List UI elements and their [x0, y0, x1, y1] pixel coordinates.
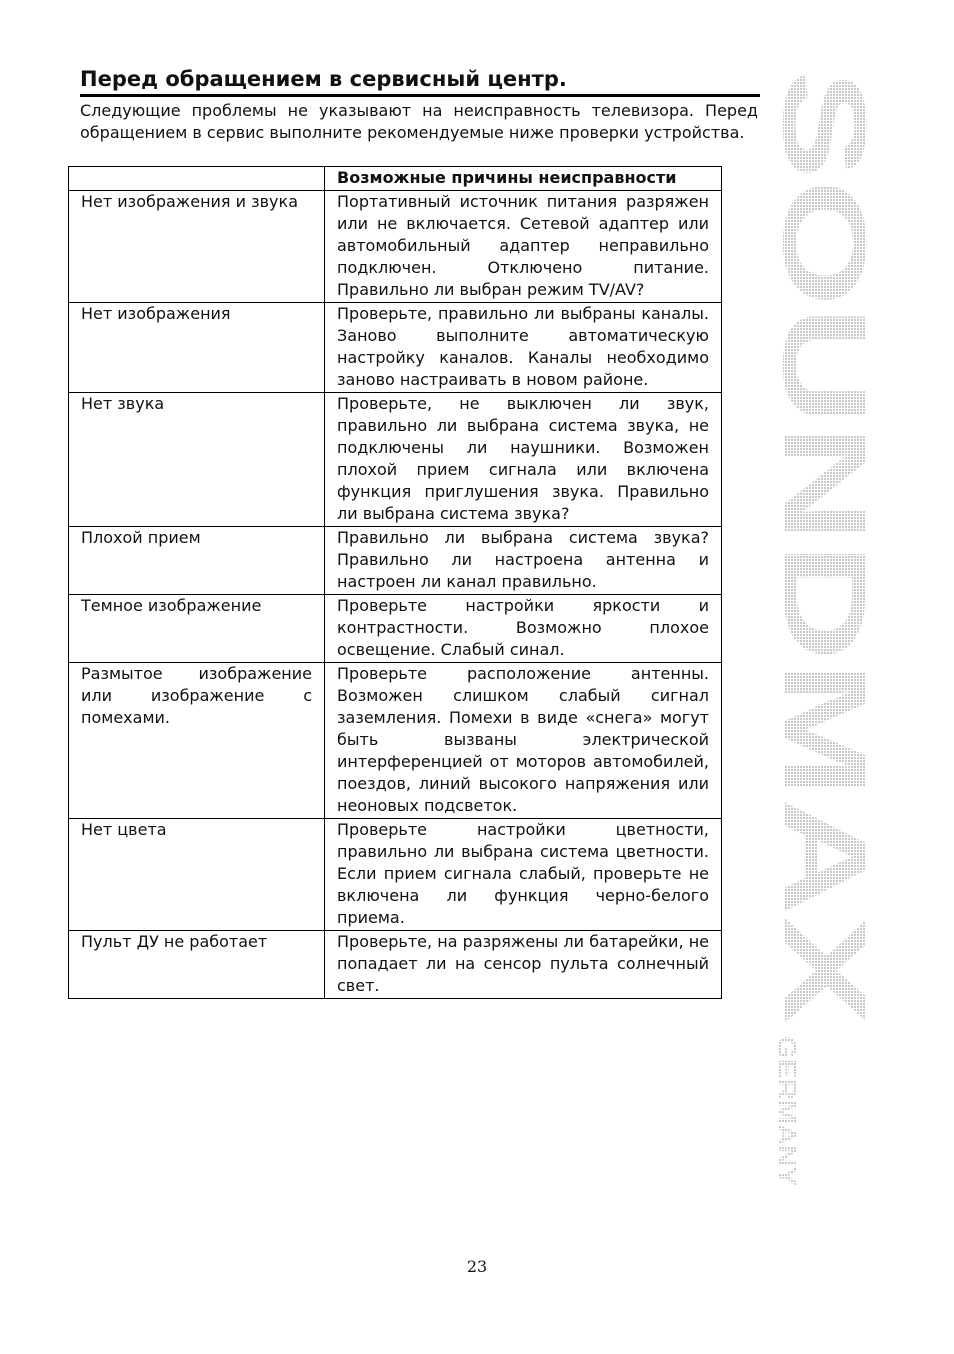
table-row [69, 527, 722, 595]
page-number: 23 [466, 1257, 488, 1276]
causes-cell: Проверьте, не выключен ли звук, правильно ли выбрана система звука, не подключены ли наушники. Возможен плохой прием сигнала или включена функция приглушения звука. Правильно ли выбрана система звука? [325, 393, 722, 527]
table-row [69, 595, 722, 663]
problem-cell: Нет изображения [69, 303, 325, 393]
page-title: Перед обращением в сервисный центр. [80, 64, 760, 97]
header-problem [69, 167, 325, 191]
table-row [69, 393, 722, 527]
causes-cell: Проверьте настройки цветности, правильно ли выбрана система цветности. Если прием сигнала слабый, проверьте не включена ли функция черно-белого приема. [325, 819, 722, 931]
table-row [69, 931, 722, 999]
problem-cell: Темное изображение [69, 595, 325, 663]
brand-subtitle: GERMANY [772, 1036, 802, 1169]
causes-cell: Проверьте, на разряжены ли батарейки, не попадает ли на сенсор пульта солнечный свет. [325, 931, 722, 999]
problem-cell: Пульт ДУ не работает [69, 931, 325, 999]
table-header-row [69, 167, 722, 191]
header-causes: Возможные причины неисправности [325, 167, 722, 191]
table-row [69, 663, 722, 819]
soundmax-logo [758, 70, 890, 1190]
table-row [69, 303, 722, 393]
problem-cell: Плохой прием [69, 527, 325, 595]
problem-cell: Нет звука [69, 393, 325, 527]
problem-cell: Размытое изображение или изображение с помехами. [69, 663, 325, 819]
problem-cell: Нет цвета [69, 819, 325, 931]
causes-cell: Проверьте расположение антенны. Возможен слишком слабый сигнал заземления. Помехи в виде «снега» могут быть вызваны электрической интерференцией от моторов автомобилей, поездов, линий высокого напряжения или неоновых подсветок. [325, 663, 722, 819]
table-row [69, 191, 722, 303]
causes-cell: Проверьте, правильно ли выбраны каналы. Заново выполните автоматическую настройку каналов. Каналы необходимо заново настраивать в новом районе. [325, 303, 722, 393]
causes-cell: Проверьте настройки яркости и контрастности. Возможно плохое освещение. Слабый синал. [325, 595, 722, 663]
causes-cell: Портативный источник питания разряжен или не включается. Сетевой адаптер или автомобильный адаптер неправильно подключен. Отключено питание. Правильно ли выбран режим TV/AV? [325, 191, 722, 303]
causes-cell: Правильно ли выбрана система звука? Правильно ли настроена антенна и настроен ли канал правильно. [325, 527, 722, 595]
problem-cell: Нет изображения и звука [69, 191, 325, 303]
table-row [69, 819, 722, 931]
brand-name: SOUNDMAX [758, 70, 890, 759]
troubleshooting-table [68, 166, 722, 999]
intro-paragraph: Следующие проблемы не указывают на неисправность телевизора. Перед обращением в сервис выполните рекомендуемые ниже проверки устройства. [80, 101, 758, 142]
